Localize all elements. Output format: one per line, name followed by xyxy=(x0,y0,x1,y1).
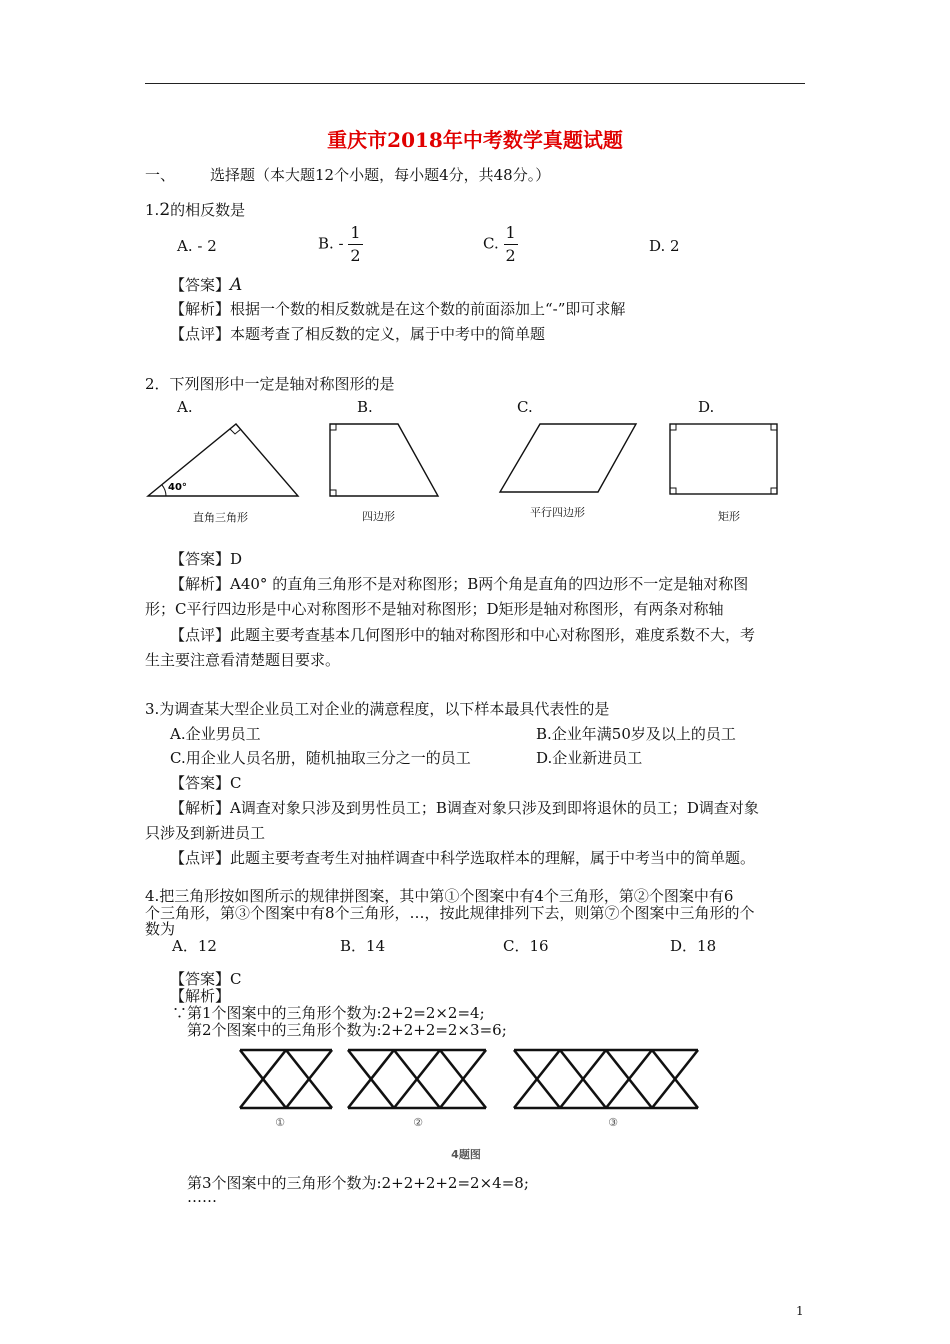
angle-label: 40° xyxy=(168,482,187,493)
q4-option-d: D．18 xyxy=(670,937,717,955)
triangle-pattern-3 xyxy=(514,1050,698,1108)
q1-stem-text: 的相反数是 xyxy=(170,201,246,219)
parallelogram-shape xyxy=(500,424,636,492)
right-angle-mark xyxy=(670,488,676,494)
q1-stem-value: 2 xyxy=(159,200,171,220)
triangle-pattern-1 xyxy=(240,1050,332,1108)
fraction-numerator: 1 xyxy=(348,225,362,245)
q3-answer: 【答案】C xyxy=(170,774,242,792)
quadrilateral-shape xyxy=(330,424,438,496)
right-angle-mark xyxy=(330,490,336,496)
header-rule xyxy=(145,83,805,84)
q3-stem: 3.为调查某大型企业员工对企业的满意程度，以下样本最具代表性的是 xyxy=(145,700,610,718)
page-number: 1 xyxy=(796,1304,804,1318)
pattern-label-2: ② xyxy=(413,1116,423,1129)
q4-option-b: B．14 xyxy=(340,937,386,955)
q3-comment: 【点评】此题主要考查考生对抽样调查中科学选取样本的理解，属于中考当中的简单题。 xyxy=(170,849,756,867)
q4-stem-line2: 个三角形，第③个图案中有8个三角形，…，按此规律排列下去，则第⑦个图案中三角形的个 xyxy=(145,904,755,922)
answer-label: 【答案】 xyxy=(170,276,231,294)
page-title: 重庆市2018年中考数学真题试题 xyxy=(327,128,623,152)
q4-answer: 【答案】C xyxy=(170,970,242,988)
q1-option-d: D. 2 xyxy=(649,237,680,255)
q2-option-a-label: A. xyxy=(177,398,193,416)
q1-option-b-fraction xyxy=(348,225,362,264)
right-angle-mark xyxy=(771,424,777,430)
q4-option-a: A．12 xyxy=(172,937,217,955)
q4-analysis-line3: 第3个图案中的三角形个数为:2+2+2+2=2×4=8; xyxy=(187,1174,529,1192)
caption-parallelogram: 平行四边形 xyxy=(530,506,585,519)
caption-rectangle: 矩形 xyxy=(718,510,740,523)
q3-option-b: B.企业年满50岁及以上的员工 xyxy=(536,725,736,743)
caption-right-triangle: 直角三角形 xyxy=(193,511,248,524)
q1-option-c-fraction xyxy=(504,225,518,264)
q4-pattern-figure xyxy=(230,1045,720,1165)
right-angle-mark xyxy=(330,424,336,430)
pattern-caption: 4题图 xyxy=(451,1148,481,1161)
q1-comment: 【点评】本题考查了相反数的定义，属于中考中的简单题 xyxy=(170,325,546,343)
rectangle-shape xyxy=(670,424,777,494)
q2-comment-line1: 【点评】此题主要考查基本几何图形中的轴对称图形和中心对称图形，难度系数不大，考 xyxy=(170,626,756,644)
q2-answer: 【答案】D xyxy=(170,550,243,568)
q1-option-b-prefix: B. - xyxy=(318,234,344,253)
q1-option-a: A. - 2 xyxy=(177,237,217,255)
fraction-denominator: 2 xyxy=(505,246,516,265)
q2-analysis-line1: 【解析】A40° 的直角三角形不是对称图形；B两个角是直角的四边形不一定是轴对称图 xyxy=(170,575,749,593)
q1-analysis: 【解析】根据一个数的相反数就是在这个数的前面添加上“-”即可求解 xyxy=(170,300,626,318)
q1-stem xyxy=(145,199,245,220)
q4-ellipsis: …… xyxy=(187,1188,217,1206)
q3-option-a: A.企业男员工 xyxy=(170,725,261,743)
q2-option-b-label: B. xyxy=(357,398,373,416)
q2-option-c-label: C. xyxy=(517,398,533,416)
q3-analysis-line1: 【解析】A调查对象只涉及到男性员工；B调查对象只涉及到即将退休的员工；D调查对象 xyxy=(170,799,759,817)
q1-option-b xyxy=(318,225,363,264)
fraction-denominator: 2 xyxy=(350,246,361,265)
section-number: 一、 xyxy=(145,166,176,184)
q1-option-c xyxy=(483,225,518,264)
q3-option-c: C.用企业人员名册，随机抽取三分之一的员工 xyxy=(170,749,471,767)
q2-option-d-label: D. xyxy=(698,398,715,416)
right-angle-mark xyxy=(230,429,241,434)
fraction-numerator: 1 xyxy=(504,225,518,245)
q3-analysis-line2: 只涉及到新进员工 xyxy=(145,824,266,842)
q1-stem-number: 1. xyxy=(145,201,160,219)
triangle-pattern-2 xyxy=(348,1050,486,1108)
answer-value: A xyxy=(230,275,243,295)
q2-stem: 2．下列图形中一定是轴对称图形的是 xyxy=(145,375,395,393)
caption-quadrilateral: 四边形 xyxy=(362,510,395,523)
q4-stem-line1: 4.把三角形按如图所示的规律拼图案，其中第①个图案中有4个三角形，第②个图案中有6 xyxy=(145,887,734,905)
q4-analysis-line2: 第2个图案中的三角形个数为:2+2+2=2×3=6; xyxy=(187,1021,507,1039)
q2-comment-line2: 生主要注意看清楚题目要求。 xyxy=(145,651,341,669)
pattern-groups xyxy=(240,1050,698,1108)
right-angle-mark xyxy=(771,488,777,494)
q4-analysis-line1: ∵第1个图案中的三角形个数为:2+2=2×2=4; xyxy=(172,1004,485,1022)
q1-answer xyxy=(170,274,242,295)
q3-option-d: D.企业新进员工 xyxy=(536,749,643,767)
section-heading: 选择题（本大题12个小题，每小题4分，共48分。） xyxy=(210,166,551,184)
q2-analysis-line2: 形；C平行四边形是中心对称图形不是轴对称图形；D矩形是轴对称图形，有两条对称轴 xyxy=(145,600,724,618)
pattern-label-3: ③ xyxy=(608,1116,618,1129)
q1-option-c-prefix: C. xyxy=(483,234,499,253)
angle-arc xyxy=(162,485,166,496)
q4-option-c: C．16 xyxy=(503,937,549,955)
q4-stem-line3: 数为 xyxy=(145,920,176,938)
q4-analysis-label: 【解析】 xyxy=(170,987,231,1005)
pattern-label-1: ① xyxy=(275,1116,285,1129)
right-angle-mark xyxy=(670,424,676,430)
